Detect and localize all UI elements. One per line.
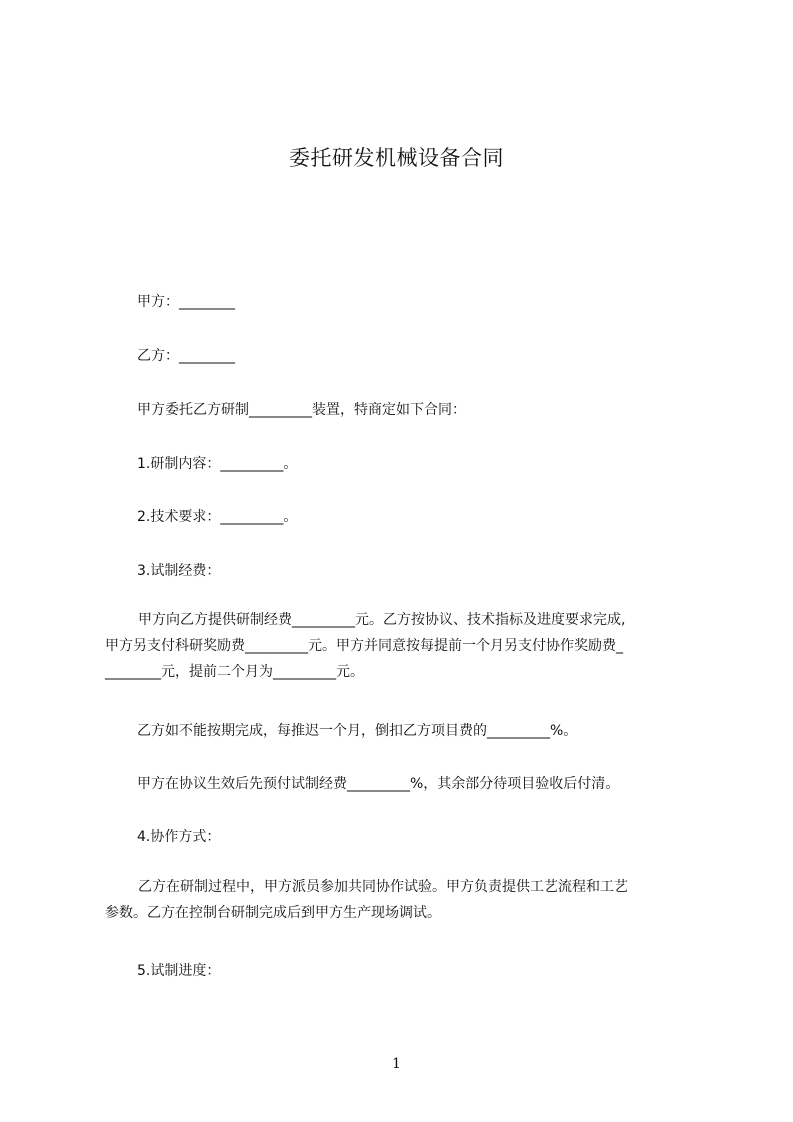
clause-1-research-content: 1.研制内容：_________。 [137, 456, 298, 472]
penalty-line: 乙方如不能按期完成，每推迟一个月，倒扣乙方项目费的_________%。 [137, 723, 578, 739]
clause-3-line-1: 甲方向乙方提供研制经费_________元。乙方按协议、技术指标及进度要求完成, [138, 612, 626, 628]
intro-line: 甲方委托乙方研制_________装置，特商定如下合同： [137, 402, 466, 418]
prepayment-line: 甲方在协议生效后先预付试制经费_________%，其余部分待项目验收后付清。 [137, 776, 620, 792]
page-number: 1 [392, 1056, 401, 1072]
clause-3-line-3: ________元，提前二个月为_________元。 [105, 664, 364, 680]
party-a-line: 甲方：________ [137, 294, 235, 310]
clause-2-technical-requirements: 2.技术要求：_________。 [137, 509, 298, 525]
clause-3-heading: 3.试制经费： [137, 563, 221, 579]
document-title: 委托研发机械设备合同 [289, 146, 504, 170]
clause-4-paragraph [105, 874, 705, 926]
party-b-line: 乙方：________ [137, 348, 235, 364]
clause-5-heading: 5.试制进度： [137, 963, 221, 979]
clause-3-line-2: 甲方另支付科研奖励费_________元。甲方并同意按每提前一个月另支付协作奖励费_ [105, 638, 623, 654]
clause-3-paragraph [105, 607, 705, 685]
clause-4-line-1: 乙方在研制过程中，甲方派员参加共同协作试验。甲方负责提供工艺流程和工艺 [138, 879, 628, 895]
clause-4-line-2: 参数。乙方在控制台研制完成后到甲方生产现场调试。 [105, 905, 441, 921]
clause-4-heading: 4.协作方式： [137, 829, 221, 845]
